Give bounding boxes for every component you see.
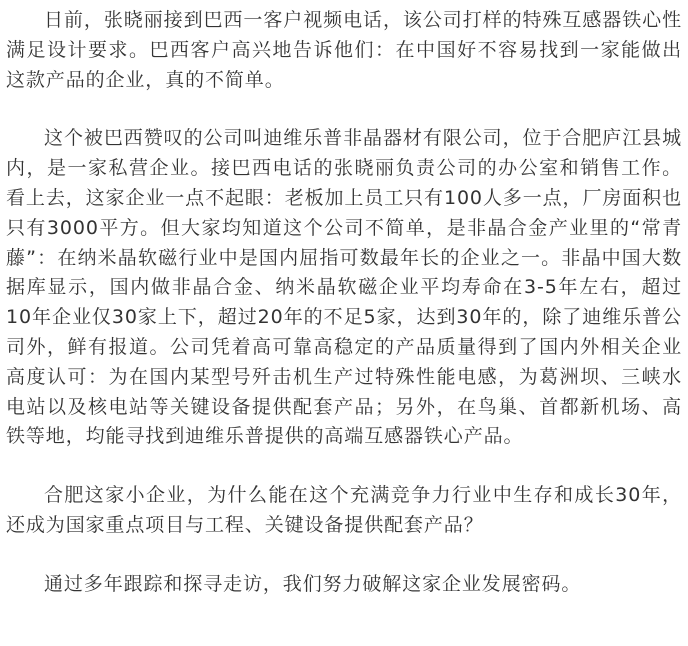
paragraph-closing: 通过多年跟踪和探寻走访，我们努力破解这家企业发展密码。	[44, 572, 582, 595]
paragraph-question: 合肥这家小企业，为什么能在这个充满竞争力行业中生存和成长30年，还成为国家重点项目与工程、关键设备提供配套产品？	[6, 484, 682, 536]
paragraph-intro: 日前，张晓丽接到巴西一客户视频电话，该公司打样的特殊互感器铁心性满足设计要求。巴西客户高兴地告诉他们：在中国好不容易找到一家能做出这款产品的企业，真的不简单。	[6, 9, 682, 91]
paragraph-company-profile: 这个被巴西赞叹的公司叫迪维乐普非晶器材有限公司，位于合肥庐江县城内，是一家私营企业。接巴西电话的张晓丽负责公司的办公室和销售工作。看上去，这家企业一点不起眼：老板加上员工只有100人多一点，厂房面积也只有3000平方。但大家均知道这个公司不简单，是非晶合金产业里的“常青藤”：在纳米晶软磁行业中是国内屈指可数最年长的企业之一。非晶中国大数据库显示，国内做非晶合金、纳米晶软磁企业平均寿命在3-5年左右，超过10年企业仅30家上下，超过20年的不足5家，达到30年的，除了迪维乐普公司外，鲜有报道。公司凭着高可靠高稳定的产品质量得到了国内外相关企业高度认可：为在国内某型号歼击机生产过特殊性能电感，为葛洲坝、三峡水电站以及核电站等关键设备提供配套产品；另外，在鸟巢、首都新机场、高铁等地，均能寻找到迪维乐普提供的高端互感器铁心产品。	[6, 127, 682, 448]
